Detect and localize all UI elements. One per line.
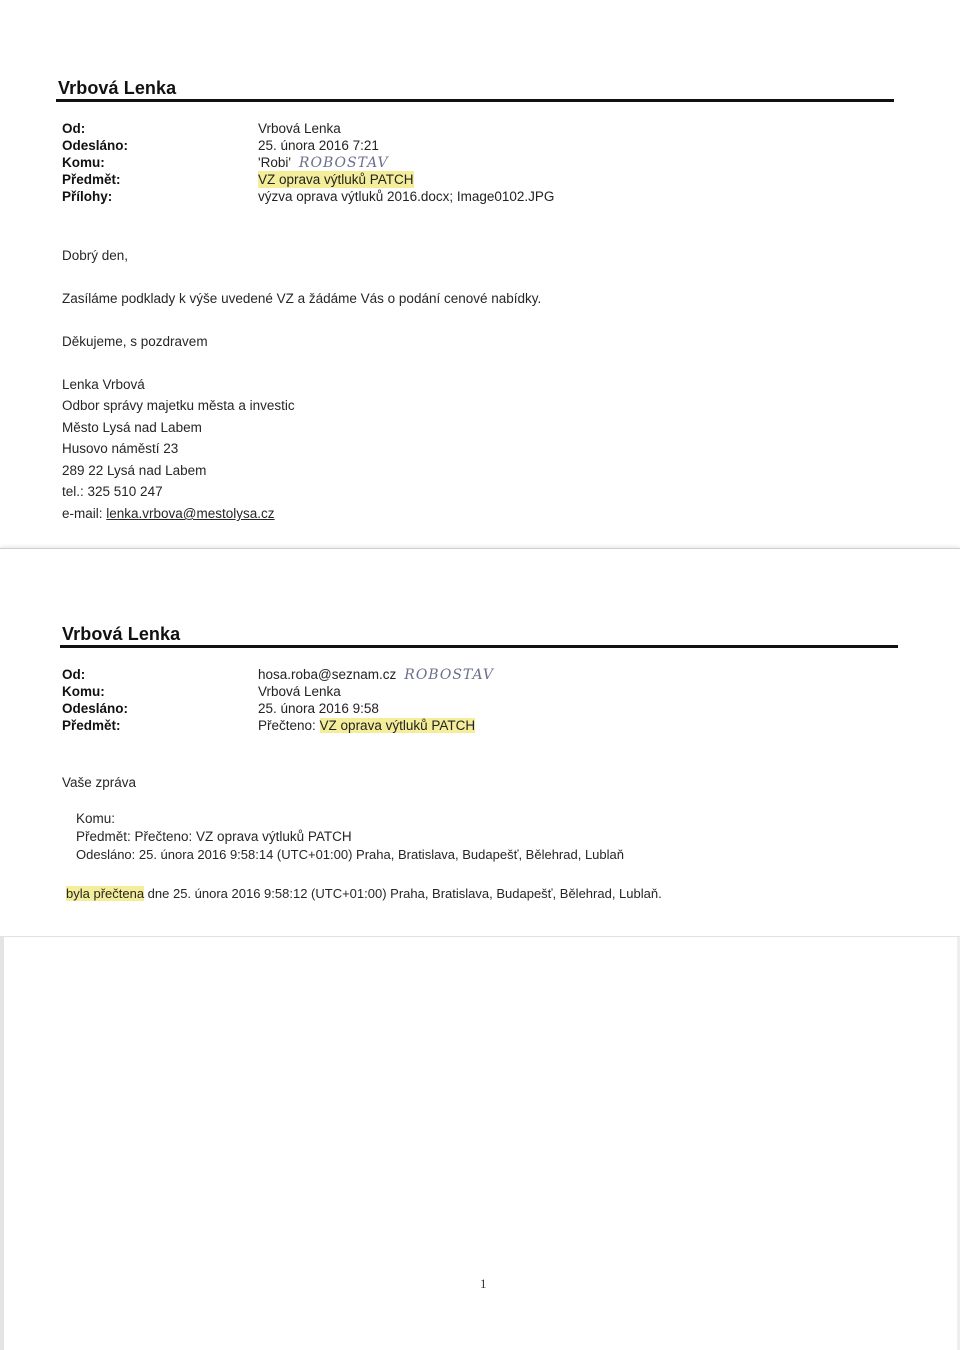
receipt-to: Komu: xyxy=(76,811,116,826)
sent-label: Odesláno: xyxy=(62,701,129,716)
from-label: Od: xyxy=(62,667,86,682)
read-rest: dne 25. února 2016 9:58:12 (UTC+01:00) Praha, Bratislava, Budapešť, Bělehrad, Lublaň. xyxy=(144,886,662,901)
read-receipt-heading: Vaše zpráva xyxy=(62,775,137,790)
attachments-value: výzva oprava výtluků 2016.docx; Image0102.JPG xyxy=(258,189,555,204)
signature-line: 289 22 Lysá nad Labem xyxy=(62,463,207,478)
body-paragraph: Zasíláme podklady k výše uvedené VZ a žádáme Vás o podání cenové nabídky. xyxy=(62,291,542,306)
from-value: hosa.roba@seznam.cz xyxy=(258,667,397,682)
to-value: 'Robi' xyxy=(258,155,291,170)
email-1-title-rule xyxy=(56,99,894,102)
signature-line: Město Lysá nad Labem xyxy=(62,420,202,435)
greeting: Dobrý den, xyxy=(62,248,129,263)
signature-line: Odbor správy majetku města a investic xyxy=(62,398,295,413)
read-highlight: byla přečtena xyxy=(66,886,145,901)
email-2-title: Vrbová Lenka xyxy=(62,624,181,644)
from-value: Vrbová Lenka xyxy=(258,121,341,136)
subject-prefix: Přečteno: xyxy=(258,718,320,733)
from-label: Od: xyxy=(62,121,86,136)
closing: Děkujeme, s pozdravem xyxy=(62,334,208,349)
email-link[interactable]: lenka.vrbova@mestolysa.cz xyxy=(106,506,275,521)
subject-label: Předmět: xyxy=(62,172,121,187)
email-printout-2 xyxy=(0,548,960,937)
receipt-subject: Předmět: Přečteno: VZ oprava výtluků PATCH xyxy=(76,829,352,844)
email-2-title-rule xyxy=(60,645,898,648)
signature-email-line xyxy=(62,506,275,521)
attachments-label: Přílohy: xyxy=(62,189,113,204)
email-printout-1 xyxy=(0,0,960,548)
to-label: Komu: xyxy=(62,684,105,699)
sent-value: 25. února 2016 9:58 xyxy=(258,701,379,716)
email-prefix: e-mail: xyxy=(62,506,107,521)
subject-value: VZ oprava výtluků PATCH xyxy=(319,718,476,733)
sent-value: 25. února 2016 7:21 xyxy=(258,138,379,153)
page-number: 1 xyxy=(480,1276,487,1291)
handwritten-note: ROBOSTAV xyxy=(404,667,495,683)
signature-line: Lenka Vrbová xyxy=(62,377,145,392)
receipt-read-line xyxy=(66,886,662,901)
sheet-edge xyxy=(0,936,960,937)
to-value: Vrbová Lenka xyxy=(258,684,341,699)
sent-label: Odesláno: xyxy=(62,138,129,153)
subject-value: VZ oprava výtluků PATCH xyxy=(258,172,414,187)
email-1-title: Vrbová Lenka xyxy=(58,78,177,98)
handwritten-note: ROBOSTAV xyxy=(298,155,389,171)
signature-line: Husovo náměstí 23 xyxy=(62,441,179,456)
receipt-sent: Odesláno: 25. února 2016 9:58:14 (UTC+01:00) Praha, Bratislava, Budapešť, Bělehrad, Lublaň xyxy=(76,847,624,862)
subject-label: Předmět: xyxy=(62,718,121,733)
to-label: Komu: xyxy=(62,155,105,170)
signature-line: tel.: 325 510 247 xyxy=(62,484,163,499)
